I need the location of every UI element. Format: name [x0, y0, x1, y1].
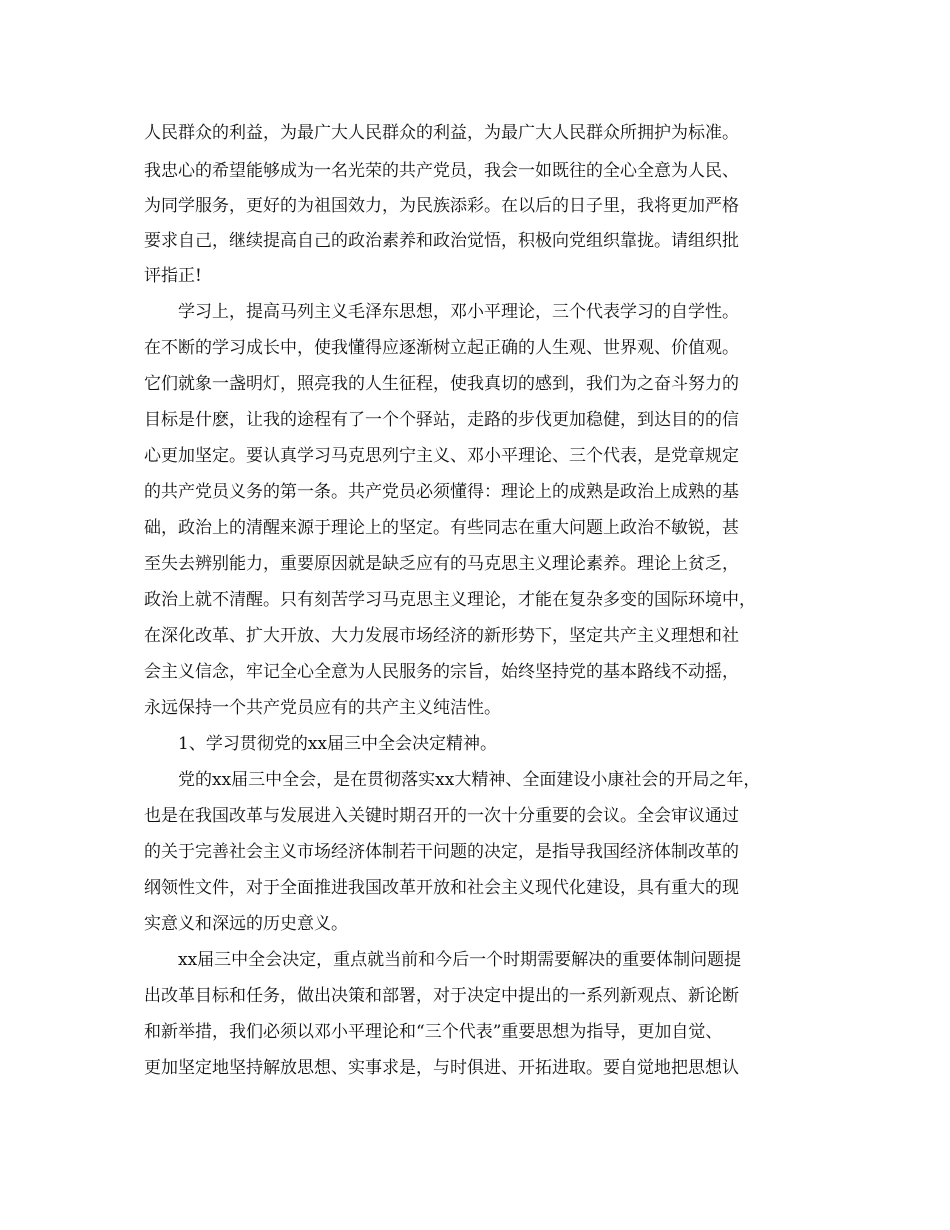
text-line: xx届三中全会决定，重点就当前和今后一个时期需要解决的重要体制问题提 — [144, 950, 742, 970]
text-line: 心更加坚定。要认真学习马克思列宁主义、邓小平理论、三个代表，是党章规定 — [144, 446, 739, 466]
text-line: 它们就象一盏明灯，照亮我的人生征程，使我真切的感到，我们为之奋斗努力的 — [144, 374, 739, 394]
text-line: 的共产党员义务的第一条。共产党员必须懂得：理论上的成熟是政治上成熟的基 — [144, 482, 739, 502]
text-line: 我忠心的希望能够成为一名光荣的共产党员，我会一如既往的全心全意为人民、 — [144, 161, 739, 181]
text-line: 要求自己，继续提高自己的政治素养和政治觉悟，积极向党组织靠拢。请组织批 — [144, 231, 739, 251]
text-line: 学习上，提高马列主义毛泽东思想，邓小平理论，三个代表学习的自学性。 — [144, 302, 739, 322]
text-line: 1、学习贯彻党的xx届三中全会决定精神。 — [144, 734, 497, 754]
text-line: 政治上就不清醒。只有刻苦学习马克思主义理论，才能在复杂多变的国际环境中， — [144, 590, 756, 610]
text-line: 出改革目标和任务，做出决策和部署，对于决定中提出的一系列新观点、新论断 — [144, 986, 739, 1006]
text-line: 更加坚定地坚持解放思想、实事求是，与时俱进、开拓进取。要自觉地把思想认 — [144, 1058, 739, 1078]
text-line: 党的xx届三中全会，是在贯彻落实xx大精神、全面建设小康社会的开局之年， — [144, 770, 761, 790]
text-line: 实意义和深远的历史意义。 — [144, 914, 348, 934]
text-line: 会主义信念，牢记全心全意为人民服务的宗旨，始终坚持党的基本路线不动摇， — [144, 662, 739, 682]
text-line: 纲领性文件，对于全面推进我国改革开放和社会主义现代化建设，具有重大的现 — [144, 878, 739, 898]
text-line: 永远保持一个共产党员应有的共产主义纯洁性。 — [144, 698, 501, 718]
text-line: 和新举措，我们必须以邓小平理论和“三个代表”重要思想为指导，更加自觉、 — [144, 1022, 723, 1042]
text-line: 至失去辨别能力，重要原因就是缺乏应有的马克思主义理论素养。理论上贫乏， — [144, 554, 739, 574]
text-line: 为同学服务，更好的为祖国效力，为民族添彩。在以后的日子里，我将更加严格 — [144, 196, 739, 216]
text-line: 人民群众的利益，为最广大人民群众的利益，为最广大人民群众所拥护为标准。 — [144, 123, 739, 143]
text-line: 础，政治上的清醒来源于理论上的坚定。有些同志在重大问题上政治不敏锐，甚 — [144, 518, 739, 538]
text-line: 在不断的学习成长中，使我懂得应逐渐树立起正确的人生观、世界观、价值观。 — [144, 338, 739, 358]
text-line: 的关于完善社会主义市场经济体制若干问题的决定，是指导我国经济体制改革的 — [144, 842, 739, 862]
text-line: 在深化改革、扩大开放、大力发展市场经济的新形势下，坚定共产主义理想和社 — [144, 626, 739, 646]
text-line: 评指正! — [144, 266, 202, 286]
text-line: 目标是什麽，让我的途程有了一个个驿站，走路的步伐更加稳健，到达目的的信 — [144, 410, 739, 430]
text-line: 也是在我国改革与发展进入关键时期召开的一次十分重要的会议。全会审议通过 — [144, 806, 739, 826]
